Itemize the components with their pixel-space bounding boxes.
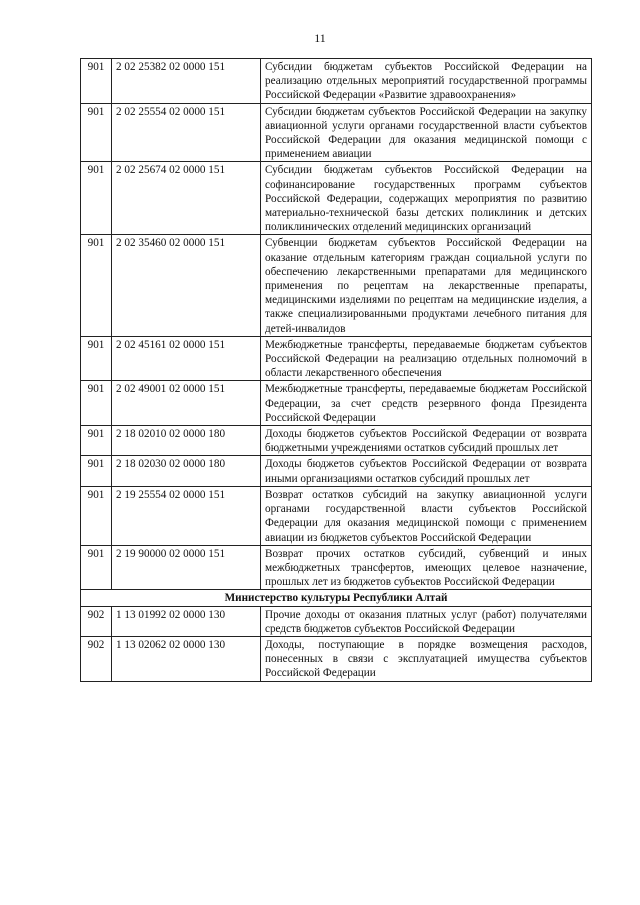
revenue-code-cell: 2 02 49001 02 0000 151 <box>112 381 261 426</box>
table-row <box>81 456 592 486</box>
revenue-name-cell: Прочие доходы от оказания платных услуг (работ) получателями средств бюджетов субъектов Российской Федерации <box>261 606 592 636</box>
revenue-name-cell: Субсидии бюджетам субъектов Российской Федерации на софинансирование государственных программ субъектов Российской Федерации, содержащих мероприятия по развитию материально-технической базы детских поликлиник и детских поликлинических отделений медицинских организаций <box>261 162 592 235</box>
revenue-code-cell: 2 02 45161 02 0000 151 <box>112 336 261 381</box>
admin-code-cell: 901 <box>81 381 112 426</box>
admin-code-cell: 901 <box>81 336 112 381</box>
revenue-code-cell: 1 13 02062 02 0000 130 <box>112 636 261 681</box>
revenue-code-table <box>80 58 592 682</box>
section-header-row <box>81 590 592 606</box>
admin-code-cell: 901 <box>81 486 112 545</box>
revenue-code-cell: 2 19 25554 02 0000 151 <box>112 486 261 545</box>
table-row <box>81 636 592 681</box>
table-row <box>81 486 592 545</box>
admin-code-cell: 901 <box>81 426 112 456</box>
revenue-name-cell: Субсидии бюджетам субъектов Российской Федерации на закупку авиационной услуги органами государственной власти субъектов Российской Федерации для оказания медицинской помощи с применением авиации <box>261 103 592 162</box>
admin-code-cell: 902 <box>81 636 112 681</box>
table-row <box>81 235 592 336</box>
revenue-name-cell: Возврат остатков субсидий на закупку авиационной услуги органами государственной власти субъектов Российской Федерации для оказания медицинской помощи с применением авиации из бюджетов субъектов Российской Федерации <box>261 486 592 545</box>
revenue-code-cell: 2 02 25674 02 0000 151 <box>112 162 261 235</box>
table-row <box>81 545 592 590</box>
revenue-name-cell: Субсидии бюджетам субъектов Российской Федерации на реализацию отдельных мероприятий государственной программы Российской Федерации «Развитие здравоохранения» <box>261 59 592 104</box>
revenue-code-cell: 2 19 90000 02 0000 151 <box>112 545 261 590</box>
admin-code-cell: 902 <box>81 606 112 636</box>
admin-code-cell: 901 <box>81 103 112 162</box>
table-row <box>81 336 592 381</box>
revenue-code-cell: 2 02 25554 02 0000 151 <box>112 103 261 162</box>
table-row <box>81 381 592 426</box>
section-title: Министерство культуры Республики Алтай <box>81 590 592 606</box>
revenue-name-cell: Доходы бюджетов субъектов Российской Федерации от возврата бюджетными учреждениями остатков субсидий прошлых лет <box>261 426 592 456</box>
revenue-name-cell: Доходы, поступающие в порядке возмещения расходов, понесенных в связи с эксплуатацией имущества субъектов Российской Федерации <box>261 636 592 681</box>
revenue-code-cell: 1 13 01992 02 0000 130 <box>112 606 261 636</box>
table-row <box>81 103 592 162</box>
admin-code-cell: 901 <box>81 59 112 104</box>
admin-code-cell: 901 <box>81 235 112 336</box>
revenue-name-cell: Субвенции бюджетам субъектов Российской Федерации на оказание отдельным категориям граждан социальной услуги по обеспечению лекарственными препаратами для медицинского применения по рецептам на лекарственные препараты, медицинскими изделиями по рецептам на медицинские изделия, а также специализированными продуктами лечебного питания для детей-инвалидов <box>261 235 592 336</box>
revenue-name-cell: Возврат прочих остатков субсидий, субвенций и иных межбюджетных трансфертов, имеющих целевое назначение, прошлых лет из бюджетов субъектов Российской Федерации <box>261 545 592 590</box>
table-row <box>81 59 592 104</box>
revenue-name-cell: Доходы бюджетов субъектов Российской Федерации от возврата иными организациями остатков субсидий прошлых лет <box>261 456 592 486</box>
table-row <box>81 426 592 456</box>
revenue-code-cell: 2 18 02010 02 0000 180 <box>112 426 261 456</box>
revenue-name-cell: Межбюджетные трансферты, передаваемые бюджетам субъектов Российской Федерации на реализацию отдельных полномочий в области лекарственного обеспечения <box>261 336 592 381</box>
page-number: 11 <box>314 31 326 45</box>
admin-code-cell: 901 <box>81 456 112 486</box>
admin-code-cell: 901 <box>81 162 112 235</box>
table-row <box>81 162 592 235</box>
admin-code-cell: 901 <box>81 545 112 590</box>
revenue-name-cell: Межбюджетные трансферты, передаваемые бюджетам Российской Федерации, за счет средств резервного фонда Президента Российской Федерации <box>261 381 592 426</box>
table-row <box>81 606 592 636</box>
revenue-code-cell: 2 02 25382 02 0000 151 <box>112 59 261 104</box>
revenue-code-cell: 2 02 35460 02 0000 151 <box>112 235 261 336</box>
revenue-code-cell: 2 18 02030 02 0000 180 <box>112 456 261 486</box>
table-body <box>81 59 592 682</box>
